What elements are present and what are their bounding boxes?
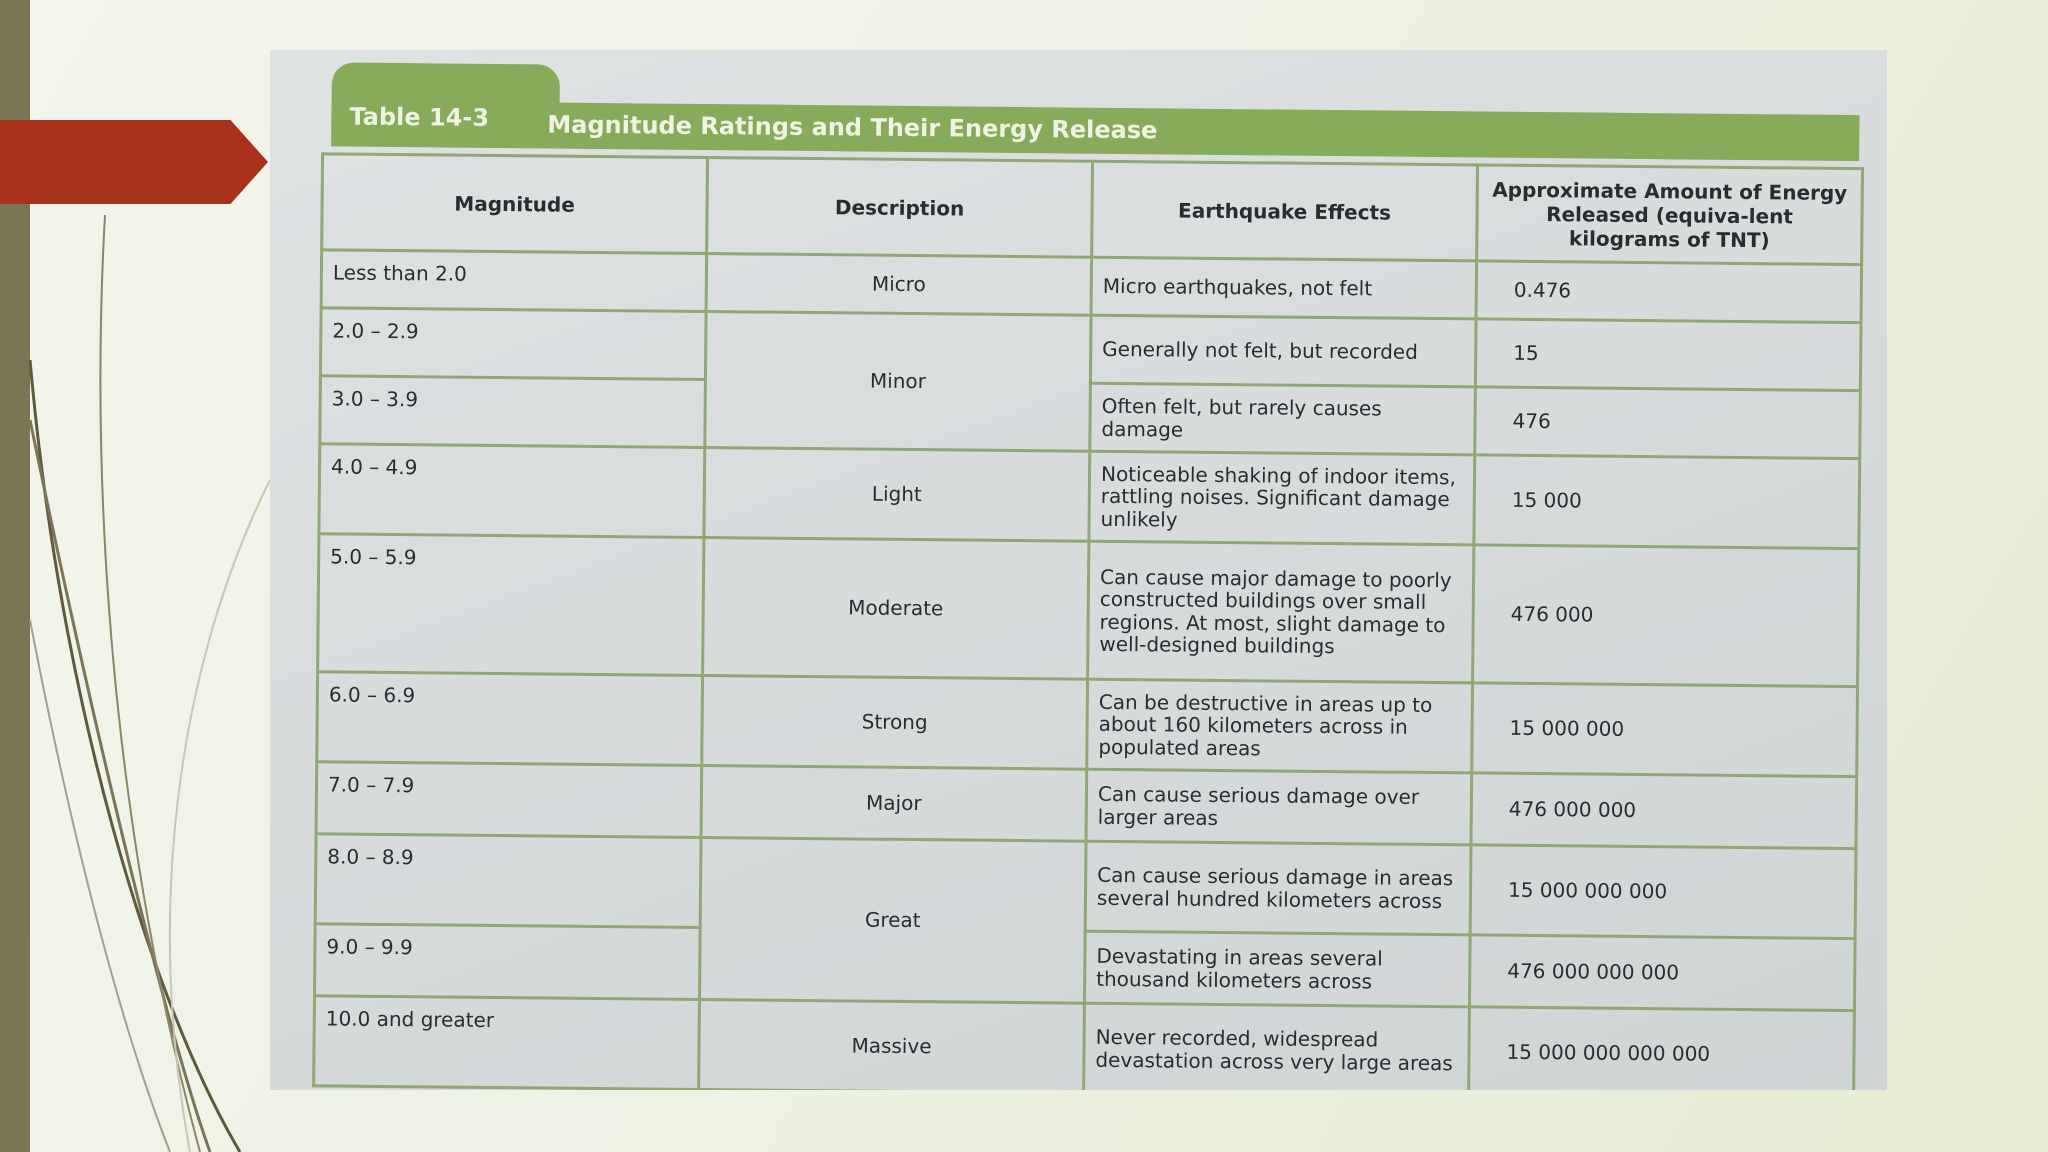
description-cell: Light bbox=[704, 448, 1090, 542]
energy-cell: 476 000 000 000 bbox=[1469, 935, 1855, 1011]
energy-cell: 15 000 000 000 000 bbox=[1469, 1007, 1855, 1090]
header-row bbox=[322, 154, 1863, 265]
energy-cell: 15 000 bbox=[1474, 455, 1860, 549]
energy-cell: 0.476 bbox=[1476, 261, 1862, 323]
header-effects: Earthquake Effects bbox=[1092, 161, 1478, 261]
description-cell: Moderate bbox=[703, 538, 1089, 680]
table-row bbox=[317, 672, 1858, 777]
energy-cell: 476 bbox=[1475, 387, 1861, 459]
curve-line bbox=[30, 420, 210, 1152]
effects-cell: Micro earthquakes, not felt bbox=[1091, 257, 1477, 319]
energy-cell: 15 000 000 bbox=[1472, 683, 1858, 777]
curve-line bbox=[100, 215, 200, 1152]
header-description: Description bbox=[707, 158, 1093, 258]
description-cell: Micro bbox=[706, 254, 1092, 316]
description-cell: Great bbox=[699, 838, 1086, 1004]
effects-cell: Devastating in areas several thousand kilometers across bbox=[1084, 931, 1470, 1007]
energy-cell: 476 000 bbox=[1473, 545, 1859, 687]
effects-cell: Generally not felt, but recorded bbox=[1090, 315, 1476, 387]
magnitude-cell: 4.0 – 4.9 bbox=[319, 444, 705, 538]
table-photo bbox=[270, 50, 1887, 1090]
effects-cell: Can cause serious damage over larger areas bbox=[1086, 769, 1472, 845]
energy-cell: 476 000 000 bbox=[1471, 773, 1857, 849]
energy-cell: 15 bbox=[1475, 319, 1861, 391]
table-number: Table 14-3 bbox=[349, 102, 490, 132]
magnitude-cell: 7.0 – 7.9 bbox=[316, 762, 702, 838]
curve-line bbox=[170, 480, 270, 1152]
magnitude-cell: 9.0 – 9.9 bbox=[314, 924, 700, 1000]
table-title: Magnitude Ratings and Their Energy Release bbox=[547, 110, 1158, 145]
magnitude-cell: 2.0 – 2.9 bbox=[320, 308, 706, 380]
curve-line bbox=[30, 620, 170, 1152]
effects-cell: Can be destructive in areas up to about 160 kilometers across in populated areas bbox=[1087, 679, 1473, 773]
effects-cell: Often felt, but rarely causes damage bbox=[1090, 383, 1476, 455]
magnitude-cell: Less than 2.0 bbox=[321, 250, 707, 312]
table-row bbox=[319, 444, 1860, 549]
curve-line bbox=[30, 360, 240, 1152]
table-row bbox=[315, 834, 1856, 939]
magnitude-table bbox=[312, 152, 1864, 1090]
energy-cell: 15 000 000 000 bbox=[1470, 845, 1856, 939]
description-cell: Massive bbox=[699, 999, 1085, 1090]
magnitude-cell: 8.0 – 8.9 bbox=[315, 834, 701, 928]
magnitude-cell: 10.0 and greater bbox=[314, 996, 700, 1090]
table-row bbox=[318, 534, 1859, 687]
table-container bbox=[278, 58, 1864, 1090]
header-magnitude: Magnitude bbox=[322, 154, 708, 254]
table-row bbox=[314, 996, 1855, 1090]
description-cell: Major bbox=[701, 766, 1087, 842]
effects-cell: Noticeable shaking of indoor items, rattling noises. Significant damage unlikely bbox=[1089, 451, 1475, 545]
magnitude-cell: 3.0 – 3.9 bbox=[320, 376, 706, 448]
effects-cell: Can cause major damage to poorly constructed buildings over small regions. At most, slight damage to well-designed buildings bbox=[1088, 541, 1474, 683]
effects-cell: Never recorded, widespread devastation across very large areas bbox=[1084, 1003, 1470, 1090]
red-arrow-marker bbox=[0, 120, 268, 204]
effects-cell: Can cause serious damage in areas several hundred kilometers across bbox=[1085, 841, 1471, 935]
description-cell: Strong bbox=[702, 676, 1088, 770]
magnitude-cell: 5.0 – 5.9 bbox=[318, 534, 704, 676]
magnitude-cell: 6.0 – 6.9 bbox=[317, 672, 703, 766]
description-cell: Minor bbox=[705, 312, 1091, 452]
header-energy: Approximate Amount of Energy Released (equiva-lent kilograms of TNT) bbox=[1477, 165, 1863, 265]
